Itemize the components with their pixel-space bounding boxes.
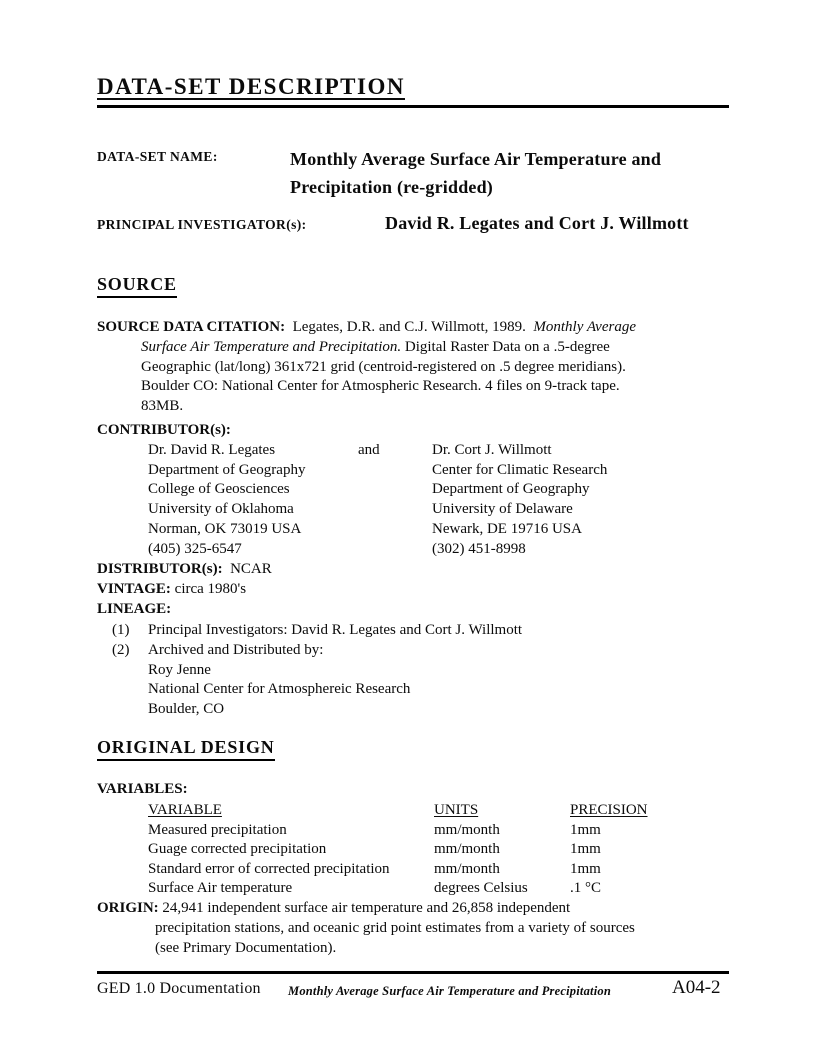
table-row-precision-3: 1mm: [570, 860, 601, 877]
vintage-row: [97, 581, 246, 598]
table-header-precision: PRECISION: [570, 802, 648, 818]
page-title: DATA-SET DESCRIPTION: [97, 74, 405, 99]
citation-title-part1: Monthly Average: [533, 319, 636, 335]
contributor-right-univ: University of Delaware: [432, 501, 573, 518]
contributors-label: CONTRIBUTOR(s):: [97, 422, 231, 438]
origin-line1-text: 24,941 independent surface air temperature and 26,858 independent: [162, 900, 571, 916]
lineage-item1-text: Principal Investigators: David R. Legates and Cort J. Willmott: [148, 622, 523, 638]
table-header-variable: VARIABLE: [148, 802, 222, 818]
footer-doc-name: GED 1.0 Documentation: [97, 980, 261, 997]
variables-label: VARIABLES:: [97, 781, 188, 797]
citation-line-3: Geographic (lat/long) 361x721 grid (centroid-registered on .5 degree meridians).: [141, 358, 626, 375]
origin-line-3: (see Primary Documentation).: [155, 940, 337, 956]
citation-authors: Legates, D.R. and C.J. Willmott, 1989.: [292, 319, 526, 335]
distributor-row: [97, 561, 272, 578]
citation-title-part2: Surface Air Temperature and Precipitation.: [141, 338, 402, 355]
contributor-right-center: Center for Climatic Research: [432, 461, 608, 478]
lineage-item1-num: (1): [112, 622, 130, 638]
table-row-variable-4: Surface Air temperature: [148, 880, 293, 897]
contributor-right-city: Newark, DE 19716 USA: [432, 520, 582, 537]
lineage-numbers: [112, 621, 130, 661]
table-header-units: UNITS: [434, 802, 479, 818]
citation-line-2: [141, 338, 636, 358]
table-row-variable-3: Standard error of corrected precipitation: [148, 860, 390, 877]
table-row-units-3: mm/month: [434, 860, 500, 877]
citation-label: SOURCE DATA CITATION:: [97, 319, 286, 335]
original-design-heading-text: ORIGINAL DESIGN: [97, 737, 275, 761]
dataset-name-line1: Monthly Average Surface Air Temperature and: [290, 149, 662, 169]
contributor-right-dept: Department of Geography: [432, 481, 590, 498]
dataset-name-label: DATA-SET NAME:: [97, 149, 218, 164]
table-row-units-4: degrees Celsius: [434, 880, 528, 897]
table-row-units-1: mm/month: [434, 821, 500, 838]
table-row-units-2: mm/month: [434, 841, 500, 858]
contributor-left-college: College of Geosciences: [148, 481, 290, 498]
origin-line-2: precipitation stations, and oceanic grid point estimates from a variety of sources: [155, 920, 635, 936]
original-design-section-heading: [97, 737, 275, 761]
variables-column-precision: [570, 801, 648, 899]
lineage-item2-text: Archived and Distributed by:: [148, 641, 324, 658]
contributor-left-column: [148, 441, 305, 559]
citation-line2-text: Digital Raster Data on a .5-degree: [404, 338, 610, 355]
citation-line-4: Boulder CO: National Center for Atmospheric Research. 4 files on 9-track tape.: [141, 378, 620, 395]
source-heading-text: SOURCE: [97, 274, 177, 298]
lineage-item2-line3: National Center for Atmosphereic Research: [148, 681, 411, 698]
lineage-item2-num: (2): [112, 641, 130, 658]
footer-page-number: A04-2: [672, 977, 721, 998]
source-citation: [97, 318, 636, 417]
origin-line-1: [97, 900, 570, 917]
table-row-precision-2: 1mm: [570, 841, 601, 858]
title-rule: [97, 74, 729, 108]
dataset-name-line2: Precipitation (re-gridded): [290, 177, 493, 197]
vintage-label: VINTAGE:: [97, 581, 171, 597]
lineage-item2-line2: Roy Jenne: [148, 661, 211, 678]
vintage-value: circa 1980's: [174, 581, 247, 597]
contributor-left-dept: Department of Geography: [148, 461, 306, 478]
contributor-left-city: Norman, OK 73019 USA: [148, 520, 302, 537]
footer-dataset-title: Monthly Average Surface Air Temperature and Precipitation: [288, 984, 611, 998]
source-section-heading: [97, 274, 177, 298]
origin-label: ORIGIN:: [97, 900, 159, 916]
distributor-value: NCAR: [230, 561, 272, 577]
dataset-name-value: [290, 145, 661, 201]
contributor-joiner: and: [358, 442, 380, 458]
contributor-right-phone: (302) 451-8998: [432, 540, 526, 557]
table-row-variable-2: Guage corrected precipitation: [148, 841, 327, 858]
lineage-items: [148, 621, 522, 720]
contributor-left-name: Dr. David R. Legates: [148, 442, 276, 458]
table-row-precision-4: .1 °C: [570, 880, 602, 897]
variables-column-units: [434, 801, 528, 899]
distributor-label: DISTRIBUTOR(s):: [97, 561, 223, 577]
pi-label: PRINCIPAL INVESTIGATOR(s):: [97, 217, 307, 232]
contributor-right-column: [432, 441, 607, 559]
contributor-left-univ: University of Oklahoma: [148, 501, 294, 518]
citation-line-5: 83MB.: [141, 398, 184, 415]
variables-column-variable: [148, 801, 390, 899]
lineage-label: LINEAGE:: [97, 601, 172, 617]
pi-value: David R. Legates and Cort J. Willmott: [385, 213, 689, 233]
footer-rule: [97, 971, 729, 974]
table-row-precision-1: 1mm: [570, 821, 601, 838]
contributor-left-phone: (405) 325-6547: [148, 540, 242, 557]
lineage-item2-line4: Boulder, CO: [148, 701, 225, 718]
table-row-variable-1: Measured precipitation: [148, 821, 287, 838]
contributor-right-name: Dr. Cort J. Willmott: [432, 442, 552, 458]
citation-line-1: [97, 318, 636, 338]
